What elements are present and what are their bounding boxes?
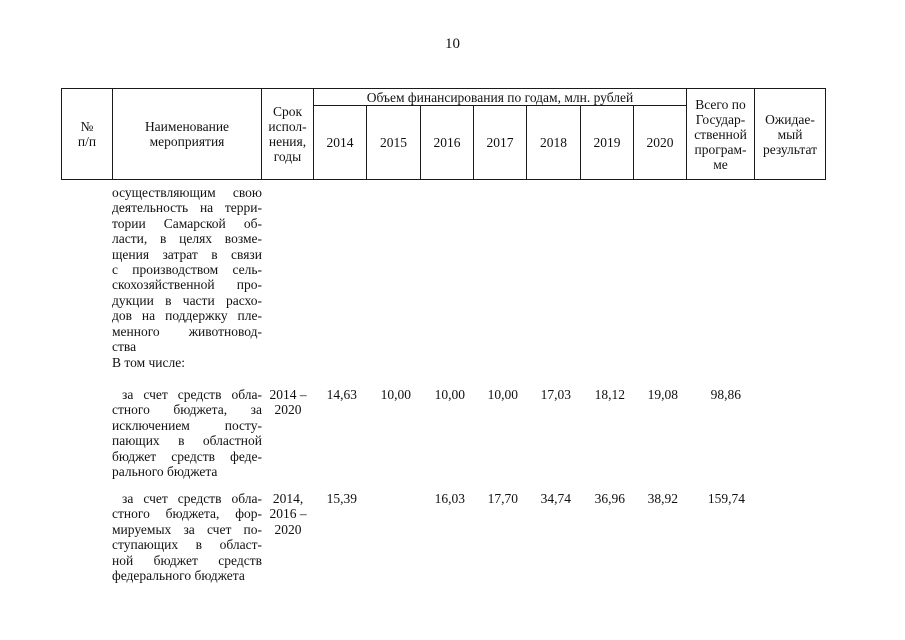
header-term: Срок испол- нения, годы [262,89,314,180]
row-1-term: 2014 – 2020 [269,387,307,418]
header-funding: Объем финансирования по годам, млн. рублей [314,89,687,106]
row-1-value-2018: 17,03 [540,387,571,402]
header-year: 2019 [581,106,634,180]
including-label: В том числе: [112,355,185,370]
header-year: 2015 [367,106,421,180]
header-number: № п/п [62,89,113,180]
header-result: Ожидае- мый результат [755,89,826,180]
header-year: 2016 [421,106,474,180]
row-1-name: за счет средств обла- стного бюджета, за исключением посту- пающих в областной бюджет средств феде- рального бюджета [112,387,262,480]
row-1-value-2019: 18,12 [594,387,625,402]
header-year: 2020 [634,106,687,180]
measure-name-continuation: осуществляющим свою деятельность на терри- тории Самарской об- ласти, в целях возме- щения затрат в связи с производством сель- скохозяйственной про- дукции в части расхо- дов на поддержку пле- менного животновод- ства [112,185,262,355]
page-number: 10 [445,36,460,52]
row-2-value-2020: 38,92 [647,491,678,506]
row-1-total: 98,86 [710,387,741,402]
row-2-value-2016: 16,03 [434,491,465,506]
row-2-total: 159,74 [707,491,745,506]
header-year: 2018 [527,106,581,180]
row-2-value-2017: 17,70 [487,491,518,506]
row-2-term: 2014, 2016 – 2020 [269,491,307,537]
table-header [61,88,826,180]
row-2-value-2019: 36,96 [594,491,625,506]
row-1-value-2020: 19,08 [647,387,678,402]
row-2-value-2018: 34,74 [540,491,571,506]
header-total: Всего по Государ- ственной програм- ме [687,89,755,180]
row-2-name: за счет средств обла- стного бюджета, фор- мируемых за счет по- ступающих в област- ной бюджет средств федерального бюджета [112,491,262,584]
row-1-value-2016: 10,00 [434,387,465,402]
header-name: Наименование мероприятия [113,89,262,180]
header-year: 2014 [314,106,367,180]
row-1-value-2015: 10,00 [380,387,411,402]
row-1-value-2017: 10,00 [487,387,518,402]
header-year: 2017 [474,106,527,180]
row-1-value-2014: 14,63 [326,387,357,402]
row-2-value-2014: 15,39 [326,491,357,506]
